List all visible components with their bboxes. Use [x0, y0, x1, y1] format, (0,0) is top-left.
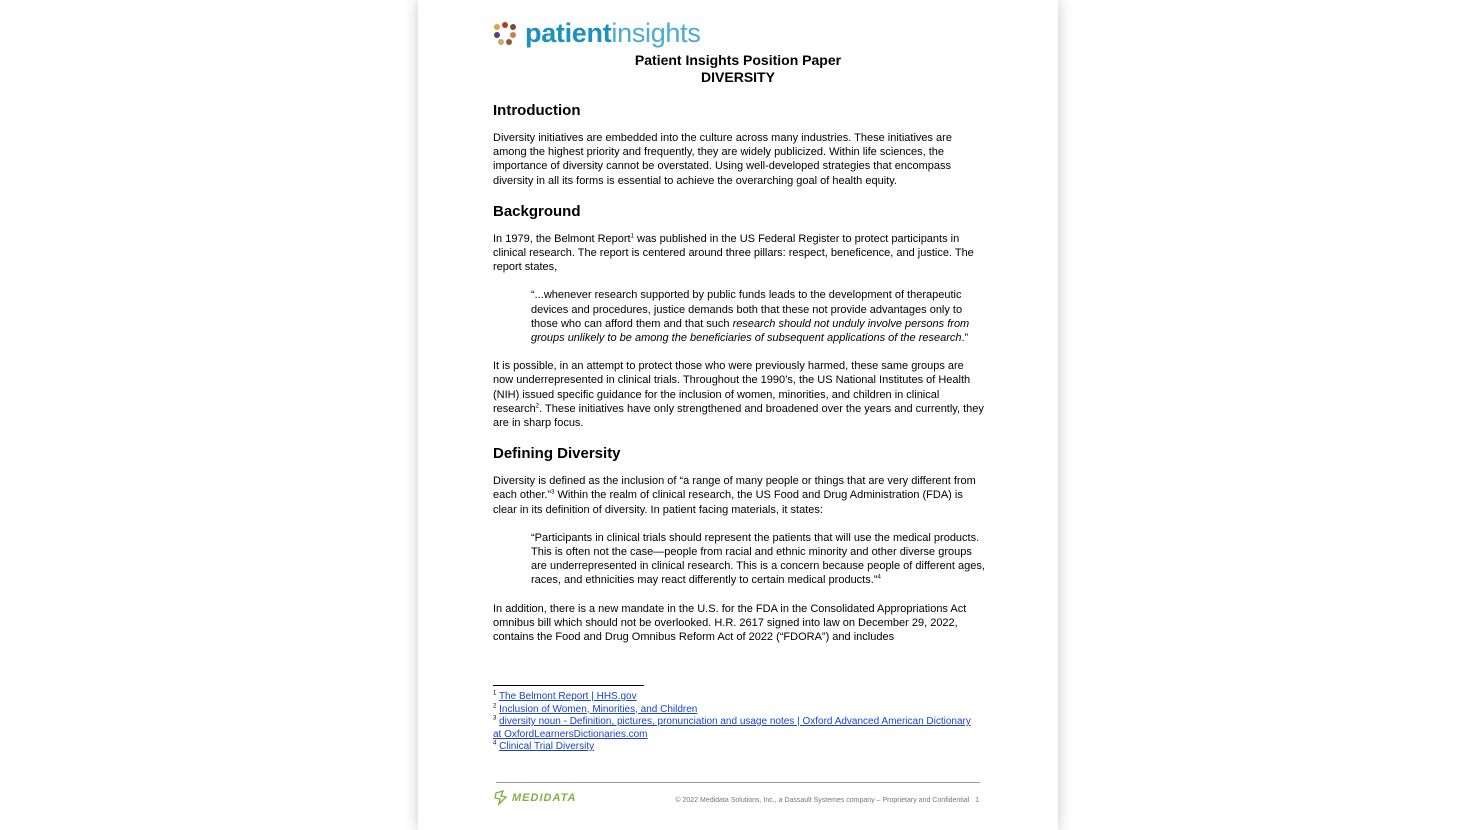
patient-insights-logo — [494, 17, 701, 49]
dassault-3ds-icon — [494, 790, 512, 806]
heading-introduction: Introduction — [493, 102, 581, 119]
page-number: 1 — [975, 797, 979, 804]
footnote-ref-3: 3 — [551, 489, 555, 496]
footer-divider — [496, 782, 980, 783]
document-page — [418, 0, 1058, 830]
logo-text-insights: insights — [611, 18, 701, 48]
heading-defining-diversity: Defining Diversity — [493, 445, 621, 463]
title-line-1: Patient Insights Position Paper — [634, 52, 842, 68]
footnote-link-clinical-trial-diversity[interactable]: Clinical Trial Diversity — [499, 741, 595, 752]
footnote-3: $^3$ diversity noun - Definition, pictures, pronunciation and usage notes | Oxford Advanced American Dictionary at OxfordLearnersDictionaries.com — [493, 715, 971, 740]
footnote-ref-2: 2 — [535, 403, 540, 410]
footnotes — [493, 691, 973, 754]
logo-text-patient: patient — [525, 18, 612, 48]
footnote-link-inclusion[interactable]: Inclusion of Women, Minorities, and Children — [499, 703, 698, 715]
footnote-divider — [493, 685, 644, 686]
footnote-link-belmont-report[interactable]: The Belmont Report | HHS.gov — [498, 691, 637, 702]
footnote-ref-4: 4 — [877, 574, 881, 581]
background-paragraph-1: In 1979, the Belmont Report$^1$ was published in the US Federal Register to protect participants in clinical research. The report is centered around three pillars: respect, beneficence, and justice. The report states, — [493, 232, 974, 274]
footnote-1: $^1$ The Belmont Report | HHS.gov — [493, 690, 637, 702]
defining-paragraph-2: In addition, there is a new mandate in the U.S. for the FDA in the Consolidated Appropriations Act omnibus bill which should not be overlooked. H.R. 2617 signed into law on December 29, 2022, contains the Food and Drug Omnibus Reform Act of 2022 (“FDORA”) and includes — [493, 602, 967, 644]
belmont-quote: “...whenever research supported by public funds leads to the development of therapeutic devices and procedures, justice demands both that these not provide advantages only to those who can afford them and that such research should not unduly involve persons from groups unlikely to be among the beneficiaries of subsequent applications of the research.” — [531, 289, 970, 345]
heading-background: Background — [493, 202, 581, 220]
fda-quote: “Participants in clinical trials should represent the patients that will use the medical products. This is often not the case—people from racial and ethnic minority and other diverse groups are underrepresented in clinical research. This is a concern because people of different ages, races, and ethnicities may react differently to certain medical products.”$^4$ — [531, 531, 985, 587]
logo-dots-icon — [494, 22, 516, 44]
footnote-link-oxford-dictionary[interactable]: diversity noun - Definition, pictures, pronunciation and usage notes | Oxford Advanced American Dictionary at OxfordLearnersDictionaries.com — [493, 716, 971, 740]
title-line-2: DIVERSITY — [701, 69, 775, 85]
background-paragraph-2: It is possible, in an attempt to protect those who were previously harmed, these same groups are now underrepresented in clinical trials. Throughout the 1990’s, the US National Institutes of Health (NIH) issued specific guidance for the inclusion of women, minorities, and children in clinical research$^2$. These initiatives have only strengthened and broadened over the years and currently, they are in sharp focus. — [493, 360, 984, 430]
introduction-paragraph: Diversity initiatives are embedded into the culture across many industries. These initiatives are among the highest priority and frequently, they are widely publicized. Within life sciences, the importance of diversity cannot be overstated. Using well-developed strategies that encompass diversity in all its forms is essential to achieve the overarching goal of health equity. — [493, 132, 952, 187]
medidata-logo — [494, 790, 576, 806]
defining-paragraph-1: Diversity is defined as the inclusion of “a range of many people or things that are very different from each other.”$^3$ Within the realm of clinical research, the US Food and Drug Administration (FDA) is clear in its definition of diversity. In patient facing materials, it states: — [493, 475, 976, 516]
footnote-2: $^2$ Inclusion of Women, Minorities, and Children — [493, 703, 698, 715]
document-body — [493, 101, 985, 658]
document-title — [418, 52, 1058, 86]
footnote-ref-1: 1 — [630, 233, 634, 240]
medidata-logo-text: MEDIDATA — [512, 792, 577, 804]
footer-copyright: © 2022 Medidata Solutions, Inc., a Dassault Systemes company – Proprietary and Confidential 1 — [675, 797, 979, 804]
footnote-4: $^4$ Clinical Trial Diversity — [493, 740, 595, 752]
